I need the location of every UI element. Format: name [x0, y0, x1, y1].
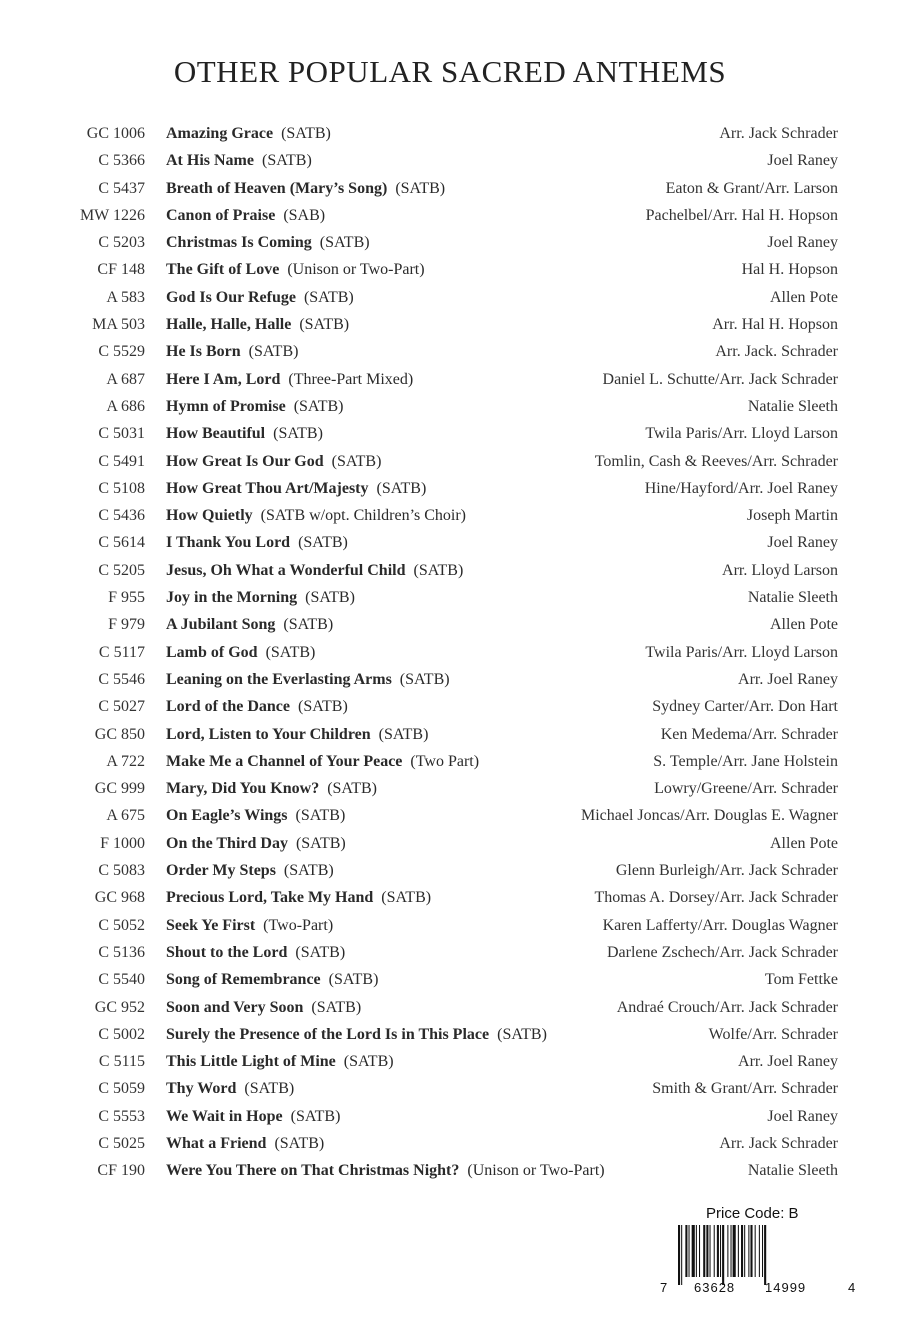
- anthem-arranger: Joel Raney: [767, 1107, 838, 1125]
- anthem-title: Leaning on the Everlasting Arms: [166, 670, 392, 688]
- anthem-row: [0, 338, 900, 365]
- anthem-voicing: (SATB): [295, 807, 346, 825]
- anthem-title: I Thank You Lord: [166, 534, 291, 552]
- barcode-bar: [714, 1225, 715, 1277]
- anthem-row: [0, 1075, 900, 1102]
- anthem-title: The Gift of Love: [166, 261, 280, 279]
- anthem-voicing: (SATB): [305, 589, 355, 607]
- anthem-row: [0, 611, 900, 638]
- anthem-entry: [166, 939, 345, 966]
- anthem-voicing: (Unison or Two-Part): [287, 261, 425, 279]
- anthem-arranger: Twila Paris/Arr. Lloyd Larson: [645, 425, 838, 443]
- barcode-bar: [678, 1225, 680, 1285]
- anthem-title: Mary, Did You Know?: [166, 780, 320, 798]
- anthem-arranger: Natalie Sleeth: [747, 397, 838, 415]
- catalog-code: C 5203: [98, 234, 145, 252]
- anthem-entry: [166, 802, 345, 829]
- anthem-row: [0, 639, 900, 666]
- anthem-row: [0, 229, 900, 256]
- anthem-row: [0, 475, 900, 502]
- anthem-voicing: (SATB): [274, 1134, 325, 1152]
- barcode-bar: [685, 1225, 687, 1277]
- anthem-voicing: (SATB): [381, 889, 432, 907]
- page-title: OTHER POPULAR SACRED ANTHEMS: [173, 54, 727, 89]
- catalog-code: GC 850: [94, 725, 145, 743]
- catalog-code: A 686: [106, 397, 145, 415]
- anthem-title: He Is Born: [166, 343, 241, 361]
- anthem-title: Christmas Is Coming: [166, 234, 312, 252]
- anthem-title: Were You There on That Christmas Night?: [166, 1162, 460, 1180]
- anthem-voicing: (SATB): [327, 780, 377, 798]
- barcode-left-digits: 63628: [694, 1280, 736, 1295]
- barcode-bar: [692, 1225, 695, 1277]
- anthem-arranger: Twila Paris/Arr. Lloyd Larson: [645, 643, 838, 661]
- catalog-code: C 5546: [98, 670, 145, 688]
- anthem-voicing: (SATB): [343, 1053, 394, 1071]
- anthem-row: [0, 912, 900, 939]
- anthem-title: Order My Steps: [166, 862, 276, 880]
- catalog-code: A 675: [106, 807, 145, 825]
- anthem-arranger: Pachelbel/Arr. Hal H. Hopson: [645, 206, 838, 224]
- catalog-code: C 5059: [98, 1080, 145, 1098]
- barcode-bar: [703, 1225, 705, 1277]
- anthem-voicing: (SATB): [290, 1107, 341, 1125]
- anthem-title: Joy in the Morning: [166, 589, 298, 607]
- anthem-row: [0, 748, 900, 775]
- anthem-arranger: Arr. Joel Raney: [738, 670, 838, 688]
- catalog-code: CF 148: [97, 261, 145, 279]
- anthem-title: Halle, Halle, Halle: [166, 316, 292, 334]
- anthem-voicing: (SATB): [497, 1025, 547, 1043]
- anthem-entry: [166, 1075, 294, 1102]
- anthem-row: [0, 1130, 900, 1157]
- anthem-entry: [166, 830, 346, 857]
- catalog-code: C 5437: [98, 179, 145, 197]
- anthem-entry: [166, 1048, 394, 1075]
- anthem-arranger: Thomas A. Dorsey/Arr. Jack Schrader: [594, 889, 838, 907]
- anthem-arranger: Glenn Burleigh/Arr. Jack Schrader: [615, 862, 838, 880]
- catalog-code: MA 503: [92, 316, 145, 334]
- anthem-entry: [166, 857, 334, 884]
- catalog-code: C 5614: [98, 534, 145, 552]
- catalog-code: A 583: [106, 288, 145, 306]
- barcode-bar: [689, 1225, 690, 1277]
- anthem-voicing: (Unison or Two-Part): [467, 1162, 605, 1180]
- anthem-voicing: (SATB): [395, 179, 446, 197]
- anthem-voicing: (SATB): [283, 616, 334, 634]
- anthem-entry: [166, 448, 381, 475]
- anthem-title: Jesus, Oh What a Wonderful Child: [166, 561, 406, 579]
- anthem-row: [0, 311, 900, 338]
- anthem-row: [0, 1048, 900, 1075]
- anthem-arranger: S. Temple/Arr. Jane Holstein: [653, 752, 838, 770]
- anthem-entry: [166, 420, 323, 447]
- anthem-entry: [166, 202, 325, 229]
- anthem-arranger: Hine/Hayford/Arr. Joel Raney: [644, 479, 838, 497]
- anthem-entry: [166, 1157, 605, 1184]
- anthem-entry: [166, 229, 370, 256]
- anthem-title: Make Me a Channel of Your Peace: [166, 752, 403, 770]
- anthem-arranger: Joel Raney: [767, 534, 838, 552]
- anthem-voicing: (SATB): [331, 452, 382, 470]
- catalog-code: A 722: [106, 752, 145, 770]
- barcode-bar: [717, 1225, 719, 1277]
- anthem-arranger: Lowry/Greene/Arr. Schrader: [654, 780, 838, 798]
- anthem-entry: [166, 748, 479, 775]
- anthem-entry: [166, 284, 354, 311]
- anthem-title: Hymn of Promise: [166, 397, 286, 415]
- anthem-entry: [166, 120, 331, 147]
- anthem-title: Song of Remembrance: [166, 971, 321, 989]
- barcode-bar: [681, 1225, 682, 1285]
- barcode-bar: [731, 1225, 732, 1277]
- anthem-row: [0, 202, 900, 229]
- anthem-row: [0, 994, 900, 1021]
- anthem-row: [0, 584, 900, 611]
- anthem-title: A Jubilant Song: [166, 616, 276, 634]
- catalog-code: GC 968: [94, 889, 145, 907]
- barcode-bar: [706, 1225, 708, 1277]
- catalog-code: CF 190: [97, 1162, 145, 1180]
- anthem-row: [0, 830, 900, 857]
- anthem-arranger: Darlene Zschech/Arr. Jack Schrader: [607, 943, 838, 961]
- barcode-bar: [762, 1225, 763, 1277]
- anthem-entry: [166, 256, 425, 283]
- anthem-voicing: (SATB): [298, 534, 348, 552]
- anthem-entry: [166, 393, 343, 420]
- anthem-voicing: (Three-Part Mixed): [288, 370, 414, 388]
- anthem-row: [0, 120, 900, 147]
- anthem-arranger: Andraé Crouch/Arr. Jack Schrader: [616, 998, 838, 1016]
- barcode-bar: [741, 1225, 743, 1277]
- anthem-row: [0, 256, 900, 283]
- anthem-arranger: Joseph Martin: [746, 507, 838, 525]
- anthem-voicing: (SATB): [265, 643, 316, 661]
- anthem-entry: [166, 693, 348, 720]
- barcode-bar: [696, 1225, 697, 1277]
- anthem-entry: [166, 721, 428, 748]
- anthem-entry: [166, 529, 348, 556]
- barcode-bar: [738, 1225, 739, 1277]
- catalog-code: GC 1006: [86, 125, 145, 142]
- anthem-arranger: Ken Medema/Arr. Schrader: [660, 725, 838, 743]
- anthem-title: Shout to the Lord: [166, 943, 288, 961]
- anthem-title: Lord, Listen to Your Children: [166, 725, 371, 743]
- anthem-title: Amazing Grace: [166, 125, 274, 142]
- anthem-row: [0, 284, 900, 311]
- anthem-arranger: Arr. Jack Schrader: [719, 125, 838, 142]
- anthem-entry: [166, 366, 413, 393]
- anthem-title: How Quietly: [166, 507, 253, 525]
- catalog-code: C 5366: [98, 152, 145, 170]
- catalog-code: C 5436: [98, 507, 145, 525]
- anthem-arranger: Wolfe/Arr. Schrader: [708, 1025, 838, 1043]
- anthem-row: [0, 420, 900, 447]
- barcode-bar: [733, 1225, 736, 1277]
- barcode-bar: [727, 1225, 728, 1277]
- barcode-right-digits: 14999: [765, 1280, 807, 1295]
- barcode-bar: [750, 1225, 752, 1277]
- barcode-bar: [744, 1225, 745, 1277]
- anthem-arranger: Natalie Sleeth: [747, 1162, 838, 1180]
- barcode-trail-digit: 4: [848, 1280, 856, 1295]
- anthem-voicing: (SATB): [399, 670, 450, 688]
- anthem-voicing: (SATB): [248, 343, 299, 361]
- anthem-title: How Beautiful: [166, 425, 266, 443]
- anthem-entry: [166, 502, 466, 529]
- anthem-entry: [166, 311, 349, 338]
- anthem-voicing: (SATB): [244, 1080, 295, 1098]
- catalog-code: C 5115: [98, 1053, 145, 1071]
- anthem-arranger: Smith & Grant/Arr. Schrader: [652, 1080, 838, 1098]
- anthem-entry: [166, 338, 298, 365]
- anthem-row: [0, 666, 900, 693]
- anthem-title: What a Friend: [166, 1134, 267, 1152]
- anthem-arranger: Sydney Carter/Arr. Don Hart: [652, 698, 838, 716]
- anthem-arranger: Allen Pote: [770, 288, 838, 306]
- anthem-list: [0, 120, 900, 1185]
- anthem-arranger: Joel Raney: [767, 152, 838, 170]
- anthem-entry: [166, 912, 333, 939]
- anthem-title: At His Name: [166, 152, 254, 170]
- barcode-bar: [710, 1225, 711, 1277]
- anthem-voicing: (SATB): [295, 834, 346, 852]
- catalog-code: C 5108: [98, 479, 145, 497]
- anthem-title: Lamb of God: [166, 643, 258, 661]
- anthem-voicing: (Two Part): [410, 752, 480, 770]
- anthem-voicing: (SATB): [413, 561, 464, 579]
- anthem-row: [0, 366, 900, 393]
- anthem-arranger: Natalie Sleeth: [747, 589, 838, 607]
- catalog-code: C 5031: [98, 425, 145, 443]
- anthem-title: This Little Light of Mine: [166, 1053, 336, 1071]
- anthem-entry: [166, 475, 426, 502]
- catalog-code: C 5205: [98, 561, 145, 579]
- anthem-arranger: Arr. Lloyd Larson: [722, 561, 838, 579]
- anthem-entry: [166, 584, 355, 611]
- anthem-voicing: (SATB): [319, 234, 370, 252]
- anthem-entry: [166, 884, 431, 911]
- anthem-row: [0, 775, 900, 802]
- anthem-voicing: (SATB): [261, 152, 312, 170]
- barcode: [678, 1225, 844, 1285]
- anthem-voicing: (SAB): [283, 206, 326, 224]
- anthem-voicing: (SATB): [281, 125, 331, 142]
- anthem-row: [0, 857, 900, 884]
- anthem-entry: [166, 1021, 547, 1048]
- catalog-code: C 5083: [98, 862, 145, 880]
- anthem-row: [0, 721, 900, 748]
- anthem-title: Seek Ye First: [166, 916, 256, 934]
- anthem-arranger: Allen Pote: [770, 616, 838, 634]
- anthem-arranger: Joel Raney: [767, 234, 838, 252]
- anthem-title: Precious Lord, Take My Hand: [166, 889, 374, 907]
- anthem-title: On the Third Day: [166, 834, 288, 852]
- anthem-title: How Great Thou Art/Majesty: [166, 479, 369, 497]
- catalog-code: F 979: [108, 616, 145, 634]
- anthem-arranger: Arr. Jack. Schrader: [715, 343, 838, 361]
- anthem-title: Surely the Presence of the Lord Is in This Place: [166, 1025, 490, 1043]
- anthem-title: How Great Is Our God: [166, 452, 324, 470]
- catalog-code: C 5491: [98, 452, 145, 470]
- anthem-row: [0, 1021, 900, 1048]
- barcode-bar: [764, 1225, 766, 1285]
- anthem-entry: [166, 666, 450, 693]
- anthem-voicing: (SATB): [311, 998, 362, 1016]
- anthem-row: [0, 175, 900, 202]
- barcode-bar: [759, 1225, 760, 1277]
- anthem-arranger: Arr. Joel Raney: [738, 1053, 838, 1071]
- anthem-arranger: Karen Lafferty/Arr. Douglas Wagner: [602, 916, 838, 934]
- anthem-row: [0, 693, 900, 720]
- anthem-row: [0, 802, 900, 829]
- anthem-entry: [166, 1130, 324, 1157]
- anthem-voicing: (SATB): [273, 425, 323, 443]
- anthem-row: [0, 884, 900, 911]
- anthem-entry: [166, 611, 333, 638]
- anthem-title: Canon of Praise: [166, 206, 276, 224]
- anthem-arranger: Allen Pote: [770, 834, 838, 852]
- anthem-row: [0, 448, 900, 475]
- anthem-voicing: (SATB): [295, 943, 346, 961]
- anthem-title: Here I Am, Lord: [166, 370, 281, 388]
- anthem-title: Lord of the Dance: [166, 698, 290, 716]
- barcode-bar: [755, 1225, 756, 1277]
- catalog-code: C 5025: [98, 1134, 145, 1152]
- catalog-code: C 5540: [98, 971, 145, 989]
- anthem-arranger: Tomlin, Cash & Reeves/Arr. Schrader: [594, 452, 838, 470]
- anthem-arranger: Eaton & Grant/Arr. Larson: [665, 179, 838, 197]
- anthem-entry: [166, 557, 463, 584]
- anthem-row: [0, 1157, 900, 1184]
- anthem-voicing: (SATB): [293, 397, 344, 415]
- anthem-title: We Wait in Hope: [166, 1107, 283, 1125]
- anthem-voicing: (SATB): [303, 288, 354, 306]
- anthem-voicing: (SATB): [378, 725, 429, 743]
- anthem-row: [0, 147, 900, 174]
- catalog-code: GC 952: [94, 998, 145, 1016]
- anthem-arranger: Hal H. Hopson: [741, 261, 838, 279]
- anthem-title: On Eagle’s Wings: [166, 807, 288, 825]
- anthem-voicing: (SATB w/opt. Children’s Choir): [260, 507, 467, 525]
- anthem-arranger: Tom Fettke: [764, 971, 838, 989]
- catalog-code: C 5553: [98, 1107, 145, 1125]
- anthem-arranger: Arr. Hal H. Hopson: [712, 316, 838, 334]
- barcode-bar: [748, 1225, 749, 1277]
- anthem-arranger: Michael Joncas/Arr. Douglas E. Wagner: [580, 807, 838, 825]
- catalog-code: F 1000: [100, 834, 145, 852]
- catalog-code: C 5117: [98, 643, 145, 661]
- price-code: Price Code: B: [706, 1205, 799, 1222]
- anthem-voicing: (SATB): [328, 971, 379, 989]
- anthem-entry: [166, 639, 315, 666]
- catalog-code: MW 1226: [79, 206, 145, 224]
- anthem-row: [0, 557, 900, 584]
- anthem-entry: [166, 1103, 340, 1130]
- anthem-entry: [166, 966, 378, 993]
- barcode-bar: [722, 1225, 724, 1285]
- catalog-code: C 5529: [98, 343, 145, 361]
- anthem-entry: [166, 147, 312, 174]
- anthem-row: [0, 393, 900, 420]
- anthem-entry: [166, 994, 361, 1021]
- catalog-code: F 955: [108, 589, 145, 607]
- anthem-voicing: (SATB): [376, 479, 427, 497]
- anthem-arranger: Arr. Jack Schrader: [719, 1134, 838, 1152]
- barcode-lead-digit: 7: [660, 1280, 668, 1295]
- anthem-row: [0, 939, 900, 966]
- anthem-voicing: (SATB): [283, 862, 334, 880]
- anthem-arranger: Daniel L. Schutte/Arr. Jack Schrader: [602, 370, 838, 388]
- anthem-row: [0, 529, 900, 556]
- anthem-row: [0, 502, 900, 529]
- anthem-entry: [166, 175, 445, 202]
- anthem-entry: [166, 775, 377, 802]
- barcode-bar: [699, 1225, 700, 1277]
- anthem-title: Soon and Very Soon: [166, 998, 304, 1016]
- catalog-code: C 5136: [98, 943, 145, 961]
- catalog-code: C 5052: [98, 916, 145, 934]
- anthem-title: Thy Word: [166, 1080, 237, 1098]
- catalog-code: C 5002: [98, 1025, 145, 1043]
- barcode-bar: [720, 1225, 721, 1277]
- anthem-row: [0, 1103, 900, 1130]
- catalog-code: C 5027: [98, 698, 145, 716]
- anthem-voicing: (SATB): [299, 316, 350, 334]
- anthem-row: [0, 966, 900, 993]
- anthem-title: God Is Our Refuge: [166, 288, 296, 306]
- anthem-title: Breath of Heaven (Mary’s Song): [166, 179, 388, 197]
- catalog-code: A 687: [106, 370, 145, 388]
- catalog-code: GC 999: [94, 780, 145, 798]
- anthem-voicing: (SATB): [297, 698, 348, 716]
- anthem-voicing: (Two-Part): [263, 916, 334, 934]
